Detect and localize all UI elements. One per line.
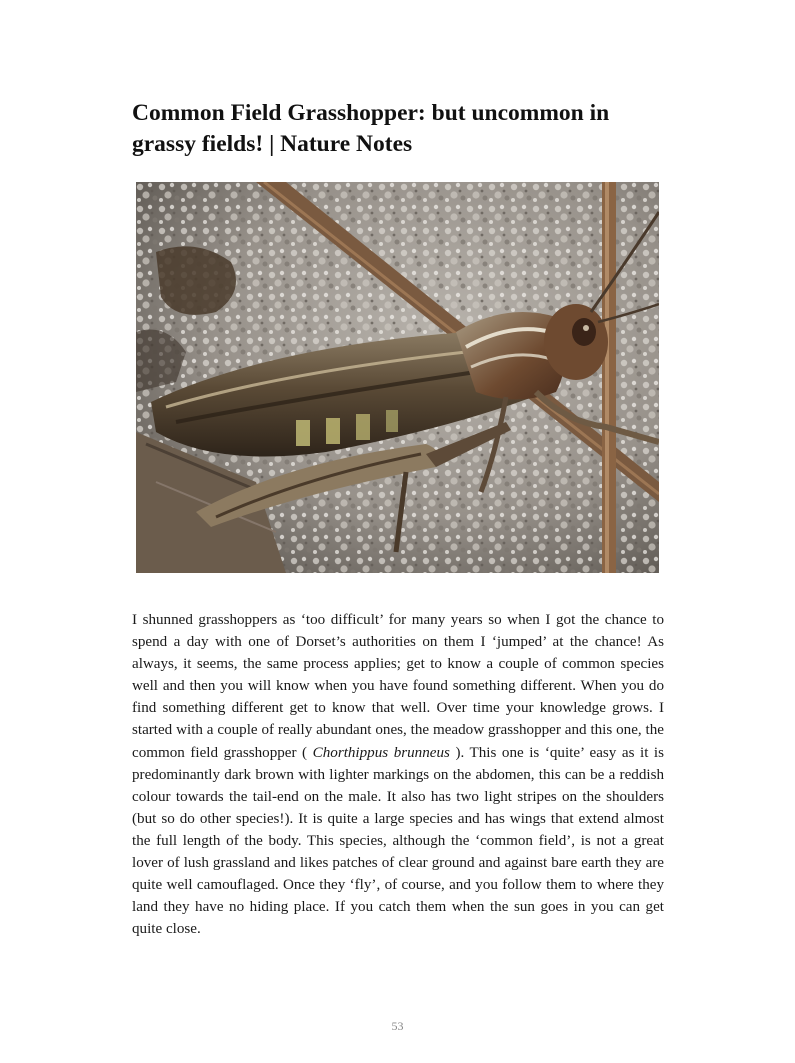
page-title: Common Field Grasshopper: but uncommon in grassy fields! | Nature Notes	[132, 100, 610, 157]
grasshopper-photo	[136, 182, 659, 573]
body-text-part1: I shunned grasshoppers as ‘too difficult’ for many years so when I got the chance to spend a day with one of Dorset’s authorities on them I ‘jumped’ at the chance! As always, it seems, the same process applies; get to know a couple of common species well and then you will know when you have found something different. When you do find something different get to know that well. Over time your knowledge grows. I started with a couple of really abundant ones, the meadow grasshopper and this one, the common field grasshopper (	[132, 612, 664, 761]
body-text-part2: ). This one is ‘quite’ easy as it is predominantly dark brown with lighter markings on the abdomen, this can be a reddish colour towards the tail-end on the male. It also has two light stripes on the shoulders (but so do other species!). It is quite a large species and has wings that extend almost the full length of the body. This species, although the ‘common field’, is not a great lover of lush grassland and likes patches of clear ground and against bare earth they are quite well camouflaged. Once they ‘fly’, of course, and you follow them to where they land they have no hiding place. If you catch them when the sun goes in you can get quite close.	[132, 744, 665, 938]
article-body	[132, 609, 664, 940]
page-number: 53	[391, 1019, 404, 1033]
species-name: Chorthippus brunneus	[312, 744, 450, 761]
